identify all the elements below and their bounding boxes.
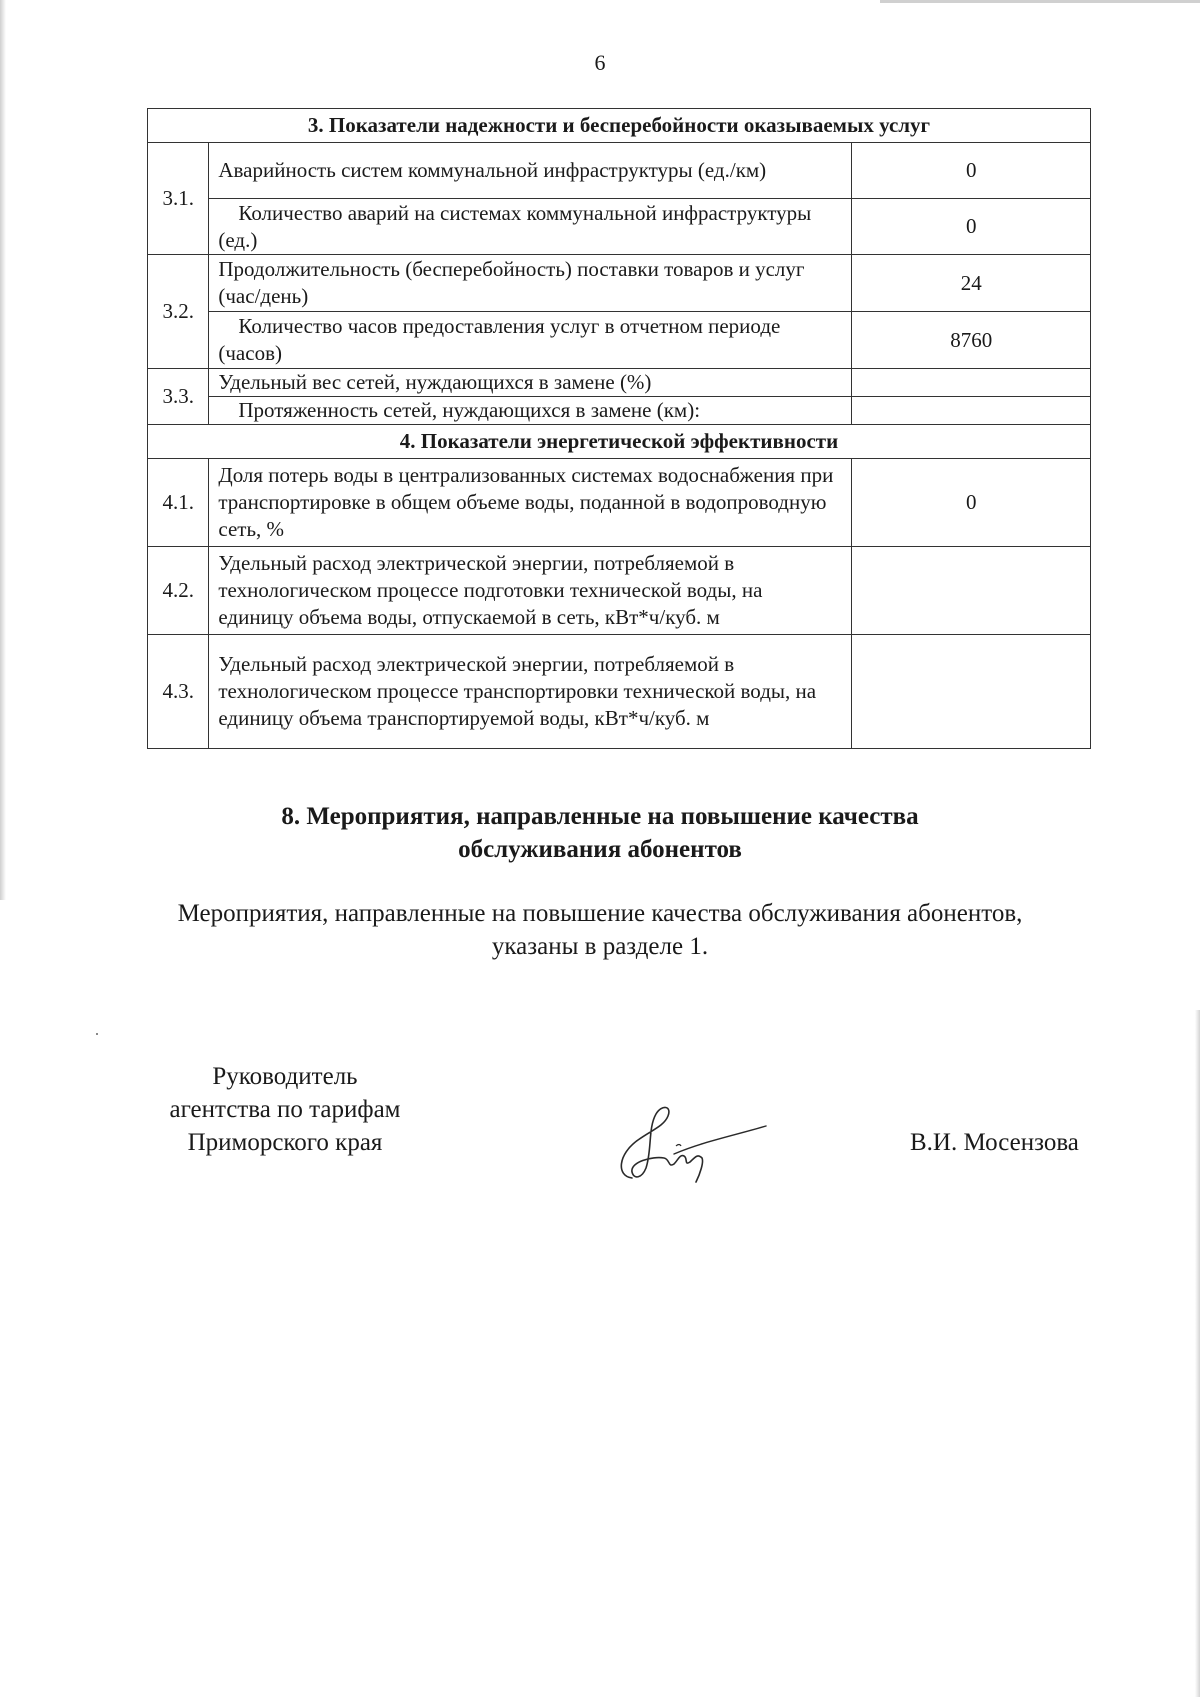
indicator-description: Удельный расход электрической энергии, потребляемой в технологическом процессе транспортировки технической воды, на единицу объема транспортируемой воды, кВт*ч/куб. м [209,635,852,749]
indicator-value: 0 [852,143,1091,199]
indicator-value [852,635,1091,749]
indicator-value: 0 [852,459,1091,547]
section-8-heading-line-2: обслуживания абонентов [458,836,742,863]
signatory-title [140,1060,430,1159]
indicator-description: Аварийность систем коммунальной инфраструктуры (ед./км) [209,143,852,199]
scan-edge-right [1195,1010,1200,1697]
signatory-title-line-3: Приморского края [187,1129,383,1156]
table-row [148,547,1091,635]
table-row [148,312,1091,369]
row-number: 3.3. [148,369,209,425]
page-number: 6 [594,50,606,75]
indicator-value [852,369,1091,397]
signatory-title-line-1: Руководитель [212,1063,358,1090]
section-header-row [148,109,1091,143]
table-row [148,143,1091,199]
table-row [148,397,1091,425]
table-row [148,635,1091,749]
row-number: 3.2. [148,255,209,369]
handwritten-signature [612,1096,772,1186]
section-8-body-line-2: указаны в разделе 1. [491,933,709,960]
indicator-description: Количество часов предоставления услуг в отчетном периоде (часов) [209,312,852,369]
table-row [148,459,1091,547]
signatory-title-line-2: агентства по тарифам [169,1096,401,1123]
indicator-description: Продолжительность (бесперебойность) поставки товаров и услуг (час/день) [209,255,852,312]
scan-edge-top [880,0,1200,3]
indicator-value: 8760 [852,312,1091,369]
indicator-description: Протяженность сетей, нуждающихся в замене (км): [209,397,852,425]
row-number: 4.3. [148,635,209,749]
indicator-value: 0 [852,199,1091,255]
row-number: 4.2. [148,547,209,635]
section-title: 3. Показатели надежности и бесперебойности оказываемых услуг [148,109,1091,143]
indicator-value: 24 [852,255,1091,312]
indicator-description: Доля потерь воды в централизованных системах водоснабжения при транспортировке в общем объеме воды, поданной в водопроводную сеть, % [209,459,852,547]
indicator-value [852,547,1091,635]
table-row [148,199,1091,255]
indicators-table [147,108,1091,749]
table-row [148,255,1091,312]
section-8-heading [0,800,1200,866]
scan-speck [96,1033,98,1035]
scan-edge-left [0,0,6,900]
section-8-body [0,897,1200,963]
section-8-heading-line-1: 8. Мероприятия, направленные на повышение качества [281,803,919,830]
table-row [148,369,1091,397]
row-number: 3.1. [148,143,209,255]
section-title: 4. Показатели энергетической эффективности [148,425,1091,459]
section-8-body-line-1: Мероприятия, направленные на повышение качества обслуживания абонентов, [177,900,1023,927]
indicator-description: Удельный вес сетей, нуждающихся в замене (%) [209,369,852,397]
signatory-name: В.И. Мосензова [910,1129,1079,1156]
indicators-table-body [148,109,1091,749]
indicator-value [852,397,1091,425]
section-header-row [148,425,1091,459]
indicator-description: Удельный расход электрической энергии, потребляемой в технологическом процессе подготовки технической воды, на единицу объема воды, отпускаемой в сеть, кВт*ч/куб. м [209,547,852,635]
row-number: 4.1. [148,459,209,547]
indicator-description: Количество аварий на системах коммунальной инфраструктуры (ед.) [209,199,852,255]
